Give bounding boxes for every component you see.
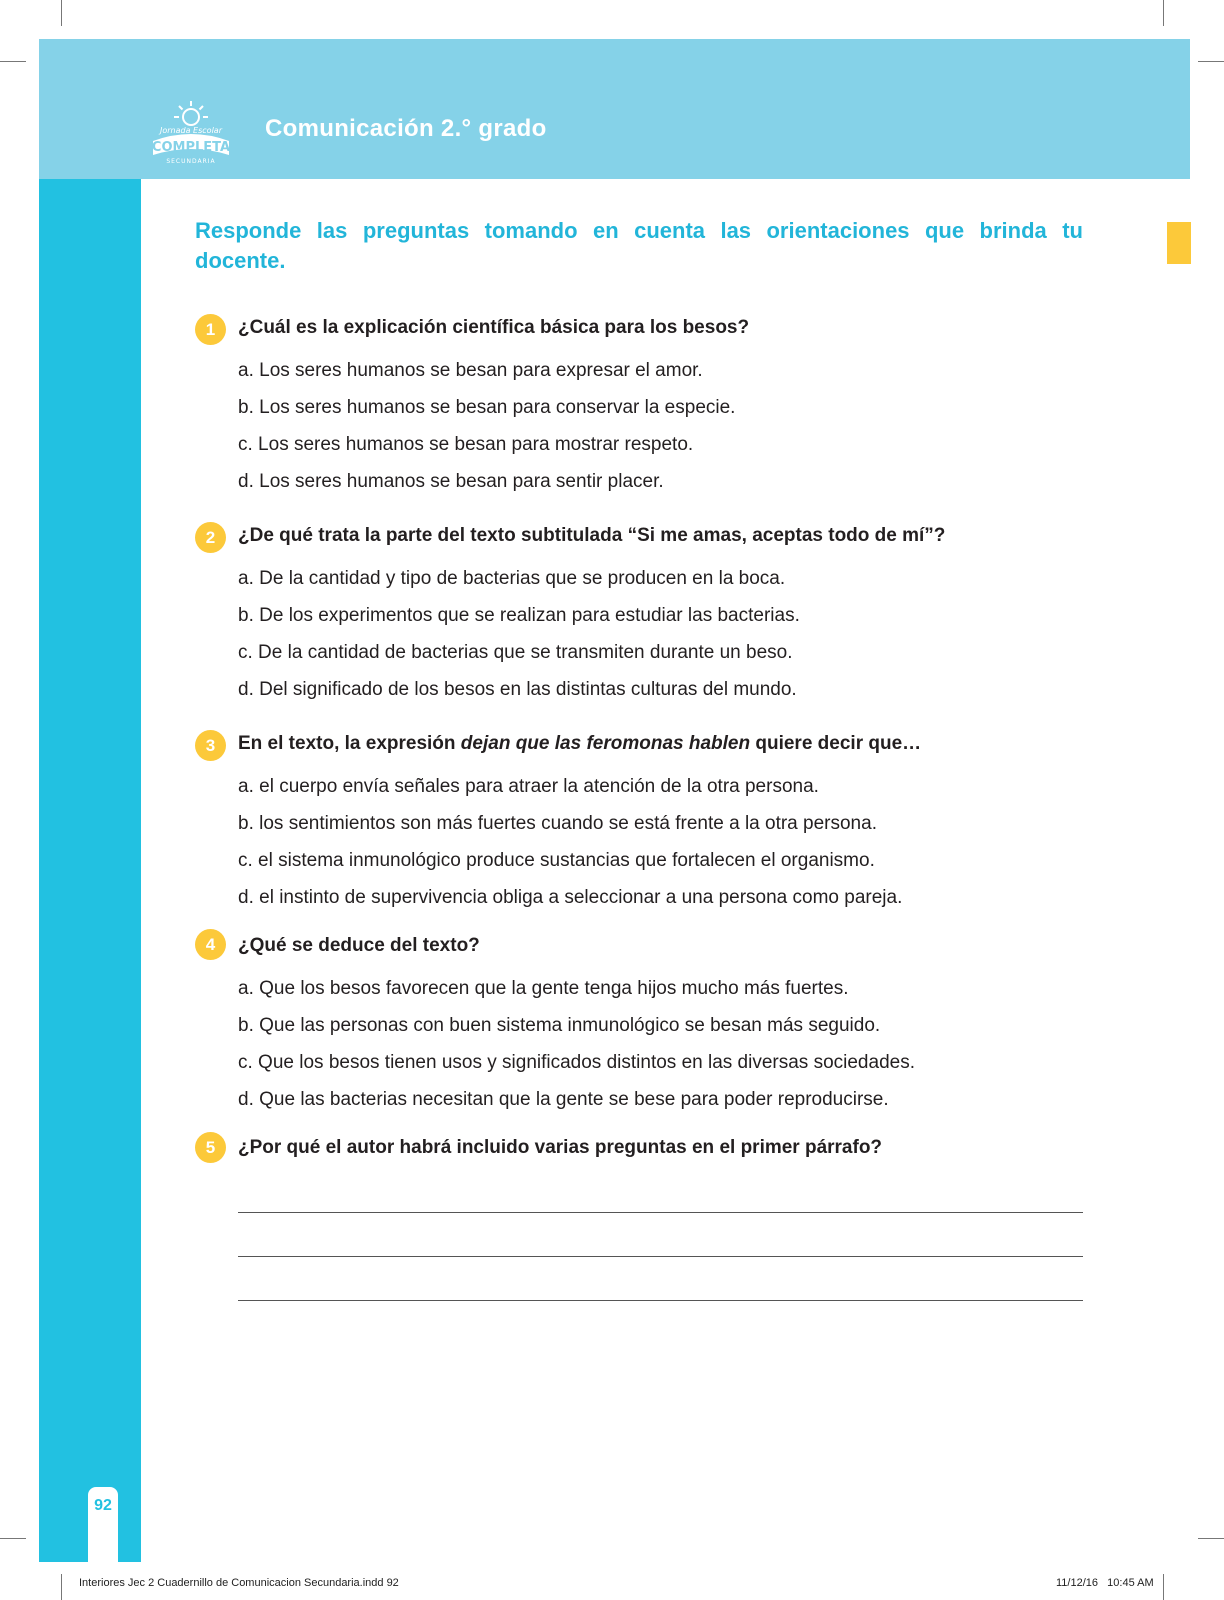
logo-main-text: COMPLETA <box>151 140 231 155</box>
question-text <box>238 733 921 755</box>
question-option: d. Los seres humanos se besan para sentir placer. <box>238 471 664 492</box>
answer-line[interactable] <box>238 1300 1083 1301</box>
question-option: c. Los seres humanos se besan para mostrar respeto. <box>238 434 694 455</box>
question-option: b. Los seres humanos se besan para conservar la especie. <box>238 397 736 418</box>
question-option: b. los sentimientos son más fuertes cuando se está frente a la otra persona. <box>238 813 877 834</box>
question-option: c. el sistema inmunológico produce sustancias que fortalecen el organismo. <box>238 850 875 871</box>
question-number-badge: 5 <box>195 1132 226 1163</box>
logo-bottom-text: SECUNDARIA <box>166 158 216 165</box>
footer-file-name: Interiores Jec 2 Cuadernillo de Comunicacion Secundaria.indd 92 <box>79 1577 399 1589</box>
crop-mark <box>0 1538 26 1539</box>
page-header <box>39 39 1190 179</box>
crop-mark <box>1198 61 1224 62</box>
question-option: a. Que los besos favorecen que la gente tenga hijos mucho más fuertes. <box>238 978 849 999</box>
section-tab-marker <box>1167 222 1191 264</box>
answer-line[interactable] <box>238 1212 1083 1213</box>
answer-line[interactable] <box>238 1256 1083 1257</box>
question-text: ¿Qué se deduce del texto? <box>238 935 480 956</box>
question-number-badge: 3 <box>195 730 226 761</box>
question-option: b. Que las personas con buen sistema inmunológico se besan más seguido. <box>238 1015 881 1036</box>
question-number-badge: 2 <box>195 522 226 553</box>
question-option: c. De la cantidad de bacterias que se transmiten durante un beso. <box>238 642 793 663</box>
question-number-badge: 4 <box>195 929 226 960</box>
crop-mark <box>61 0 62 26</box>
question-option: c. Que los besos tienen usos y significados distintos en las diversas sociedades. <box>238 1052 915 1073</box>
crop-mark <box>1198 1538 1224 1539</box>
question-text: ¿Por qué el autor habrá incluido varias preguntas en el primer párrafo? <box>238 1137 883 1158</box>
question-option: a. Los seres humanos se besan para expresar el amor. <box>238 360 703 381</box>
footer-date: 11/12/16 10:45 AM <box>1056 1577 1154 1589</box>
crop-mark <box>1163 1574 1164 1600</box>
question-option: d. Del significado de los besos en las distintas culturas del mundo. <box>238 679 797 700</box>
page-number: 92 <box>94 1497 112 1514</box>
logo-top-text: Jornada Escolar <box>160 126 222 135</box>
crop-mark <box>0 61 26 62</box>
page-title: Comunicación 2.° grado <box>265 115 547 142</box>
question-text: ¿Cuál es la explicación científica básica para los besos? <box>238 317 750 338</box>
instructions-heading: Responde las preguntas tomando en cuenta las orientaciones que brinda tu docente. <box>195 218 1083 273</box>
question-option: d. el instinto de supervivencia obliga a seleccionar a una persona como pareja. <box>238 887 903 908</box>
question-number-badge: 1 <box>195 314 226 345</box>
question-option: a. el cuerpo envía señales para atraer la atención de la otra persona. <box>238 776 819 797</box>
question-option: d. Que las bacterias necesitan que la gente se bese para poder reproducirse. <box>238 1089 889 1110</box>
question-text: ¿De qué trata la parte del texto subtitulada “Si me amas, aceptas todo de mí”? <box>238 525 946 546</box>
crop-mark <box>1163 0 1164 26</box>
question-option: a. De la cantidad y tipo de bacterias que se producen en la boca. <box>238 568 786 589</box>
sidebar-band <box>39 179 141 1562</box>
crop-mark <box>61 1574 62 1600</box>
question-text-italic: dejan que las feromonas hablen <box>460 733 751 754</box>
jornada-escolar-logo <box>143 97 239 167</box>
question-text-part: En el texto, la expresión <box>238 733 461 754</box>
question-text-part: quiere decir que… <box>750 733 922 754</box>
question-option: b. De los experimentos que se realizan para estudiar las bacterias. <box>238 605 800 626</box>
